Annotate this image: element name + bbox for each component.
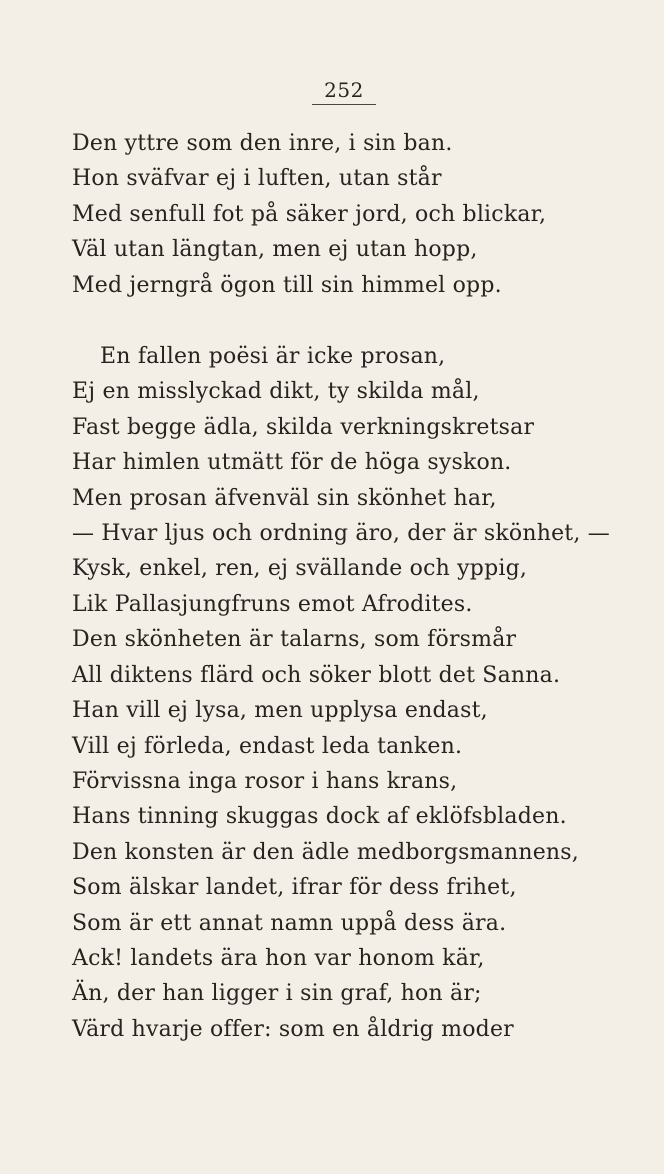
page-number: 252 (324, 78, 364, 102)
poem-line: Som är ett annat namn uppå dess ära. (72, 910, 507, 936)
poem-line: All diktens flärd och söker blott det Sanna. (72, 662, 561, 688)
page-header (318, 80, 370, 105)
poem-line: Med jerngrå ögon till sin himmel opp. (72, 272, 502, 298)
poem-line: Förvissna inga rosor i hans krans, (72, 768, 458, 794)
poem-line: Hans tinning skuggas dock af eklöfsbladen. (72, 804, 567, 830)
poem-line: Har himlen utmätt för de höga syskon. (72, 450, 512, 476)
poem-line: Vill ej förleda, endast leda tanken. (72, 733, 463, 759)
poem-line: — Hvar ljus och ordning äro, der är skönhet, — (72, 521, 610, 547)
poem-line: Hon sväfvar ej i luften, utan står (72, 166, 442, 192)
stanza-2 (72, 339, 632, 1047)
poem-line: Än, der han ligger i sin graf, hon är; (72, 981, 482, 1007)
poem-line: Den skönheten är talarns, som försmår (72, 627, 517, 653)
poem-body (72, 126, 632, 1047)
poem-line: Den yttre som den inre, i sin ban. (72, 131, 453, 156)
poem-line: Ej en misslyckad dikt, ty skilda mål, (72, 379, 480, 405)
poem-line: Den konsten är den ädle medborgsmannens, (72, 839, 579, 865)
poem-line: Med senfull fot på säker jord, och blickar, (72, 201, 547, 227)
poem-line-indented: En fallen poësi är icke prosan, (100, 344, 446, 370)
poem-line: Men prosan äfvenväl sin skönhet har, (72, 485, 497, 511)
poem-line: Kysk, enkel, ren, ej svällande och yppig, (72, 556, 528, 582)
poem-line: Han vill ej lysa, men upplysa endast, (72, 698, 488, 724)
poem-line: Ack! landets ära hon var honom kär, (72, 945, 485, 971)
page-number-rule (312, 104, 376, 105)
poem-line: Fast begge ädla, skilda verkningskretsar (72, 414, 535, 440)
poem-line: Väl utan längtan, men ej utan hopp, (72, 237, 478, 263)
poem-line: Som älskar landet, ifrar för dess frihet, (72, 875, 517, 901)
poem-line: Värd hvarje offer: som en åldrig moder (72, 1016, 514, 1042)
stanza-1 (72, 126, 632, 303)
poem-line: Lik Pallasjungfruns emot Afrodites. (72, 591, 473, 617)
